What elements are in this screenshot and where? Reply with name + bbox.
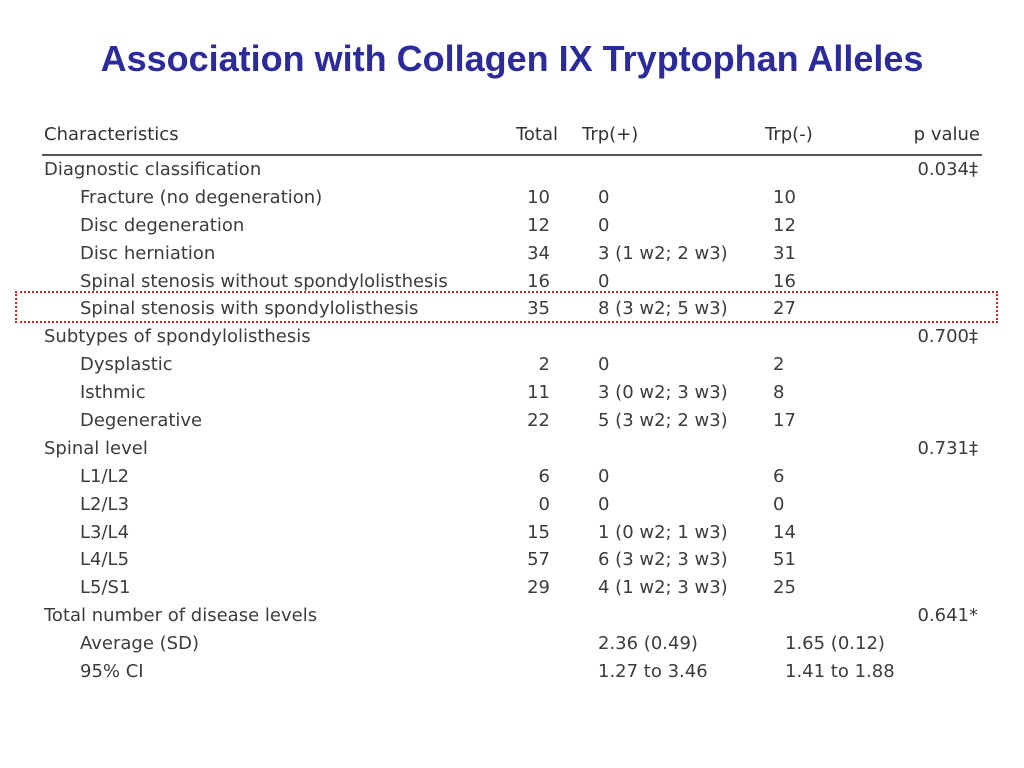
- cell-trp-negative: 8: [773, 382, 785, 404]
- cell-trp-positive: 2.36 (0.49): [598, 633, 698, 655]
- table-row: [42, 351, 982, 379]
- cell-total: 12: [527, 214, 550, 236]
- cell-total: 10: [527, 186, 550, 208]
- cell-total: 35: [527, 298, 550, 320]
- cell-total: 0: [538, 493, 550, 515]
- cell-trp-negative: 0: [773, 493, 785, 515]
- table-row: [42, 658, 982, 686]
- cell-trp-positive: 0: [598, 493, 610, 515]
- cell-trp-positive: 0: [598, 465, 610, 487]
- row-label: L3/L4: [80, 521, 130, 543]
- data-table: [42, 120, 982, 686]
- cell-trp-negative: 10: [773, 186, 796, 208]
- header-trp-negative: Trp(-): [765, 124, 813, 145]
- table-row: [42, 295, 982, 323]
- cell-trp-positive: 0: [598, 214, 610, 236]
- cell-p-value: 0.641*: [917, 605, 978, 627]
- cell-total: 16: [527, 270, 550, 292]
- cell-total: 15: [527, 521, 550, 543]
- table-row: [42, 463, 982, 491]
- table-row: [42, 212, 982, 240]
- cell-trp-positive: 4 (1 w2; 3 w3): [598, 577, 728, 599]
- table-row: [42, 379, 982, 407]
- cell-total: 34: [527, 242, 550, 264]
- table-body: [42, 156, 982, 686]
- table-section-row: [42, 323, 982, 351]
- row-label: Subtypes of spondylolisthesis: [44, 326, 311, 348]
- header-p-value: p value: [913, 124, 980, 145]
- cell-p-value: 0.731‡: [917, 437, 978, 459]
- cell-trp-positive: 5 (3 w2; 2 w3): [598, 410, 728, 432]
- table-section-row: [42, 435, 982, 463]
- header-total: Total: [515, 124, 558, 145]
- header-trp-positive: Trp(+): [582, 124, 639, 145]
- cell-trp-negative: 12: [773, 214, 796, 236]
- row-label: Spinal stenosis without spondylolisthesis: [80, 270, 448, 292]
- table-section-row: [42, 602, 982, 630]
- cell-trp-negative: 1.65 (0.12): [785, 633, 885, 655]
- header-characteristics: Characteristics: [44, 124, 179, 145]
- row-label: L5/S1: [80, 577, 131, 599]
- row-label: Diagnostic classification: [44, 159, 262, 180]
- row-label: L4/L5: [80, 549, 130, 571]
- table-row: [42, 240, 982, 268]
- cell-total: 6: [538, 465, 550, 487]
- cell-total: 11: [527, 382, 550, 404]
- row-label: Isthmic: [80, 382, 146, 404]
- row-label: 95% CI: [80, 661, 144, 683]
- slide-title: Association with Collagen IX Tryptophan Alleles: [100, 38, 924, 79]
- table-row: [42, 574, 982, 602]
- row-label: Average (SD): [80, 633, 199, 655]
- row-label: Degenerative: [80, 410, 203, 432]
- cell-trp-negative: 51: [773, 549, 796, 571]
- cell-total: 22: [527, 410, 550, 432]
- table-row: [42, 184, 982, 212]
- table-row: [42, 546, 982, 574]
- table-header: [42, 120, 982, 156]
- cell-trp-negative: 17: [773, 410, 796, 432]
- table-row: [42, 491, 982, 519]
- cell-trp-negative: 2: [773, 354, 785, 376]
- row-label: Fracture (no degeneration): [80, 186, 323, 208]
- table-row: [42, 268, 982, 296]
- cell-trp-positive: 1.27 to 3.46: [598, 661, 708, 683]
- row-label: Disc herniation: [80, 242, 216, 264]
- cell-trp-negative: 6: [773, 465, 785, 487]
- cell-total: 57: [527, 549, 550, 571]
- cell-p-value: 0.700‡: [917, 326, 978, 348]
- cell-trp-positive: 0: [598, 270, 610, 292]
- cell-trp-negative: 16: [773, 270, 796, 292]
- table-row: [42, 519, 982, 547]
- table-row: [42, 630, 982, 658]
- table-section-row: [42, 156, 982, 184]
- cell-trp-negative: 31: [773, 242, 796, 264]
- row-label: Disc degeneration: [80, 214, 245, 236]
- cell-trp-negative: 25: [773, 577, 796, 599]
- row-label: Spinal level: [44, 437, 148, 459]
- table-row: [42, 407, 982, 435]
- row-label: Spinal stenosis with spondylolisthesis: [80, 298, 419, 320]
- cell-trp-positive: 8 (3 w2; 5 w3): [598, 298, 728, 320]
- cell-total: 2: [538, 354, 550, 376]
- row-label: Total number of disease levels: [44, 605, 318, 627]
- cell-trp-positive: 3 (0 w2; 3 w3): [598, 382, 728, 404]
- cell-p-value: 0.034‡: [917, 159, 978, 180]
- row-label: L1/L2: [80, 465, 130, 487]
- cell-trp-positive: 1 (0 w2; 1 w3): [598, 521, 728, 543]
- cell-trp-positive: 6 (3 w2; 3 w3): [598, 549, 728, 571]
- cell-trp-positive: 0: [598, 186, 610, 208]
- cell-total: 29: [527, 577, 550, 599]
- cell-trp-positive: 0: [598, 354, 610, 376]
- cell-trp-negative: 27: [773, 298, 796, 320]
- cell-trp-negative: 14: [773, 521, 796, 543]
- row-label: Dysplastic: [80, 354, 173, 376]
- cell-trp-positive: 3 (1 w2; 2 w3): [598, 242, 728, 264]
- row-label: L2/L3: [80, 493, 130, 515]
- cell-trp-negative: 1.41 to 1.88: [785, 661, 895, 683]
